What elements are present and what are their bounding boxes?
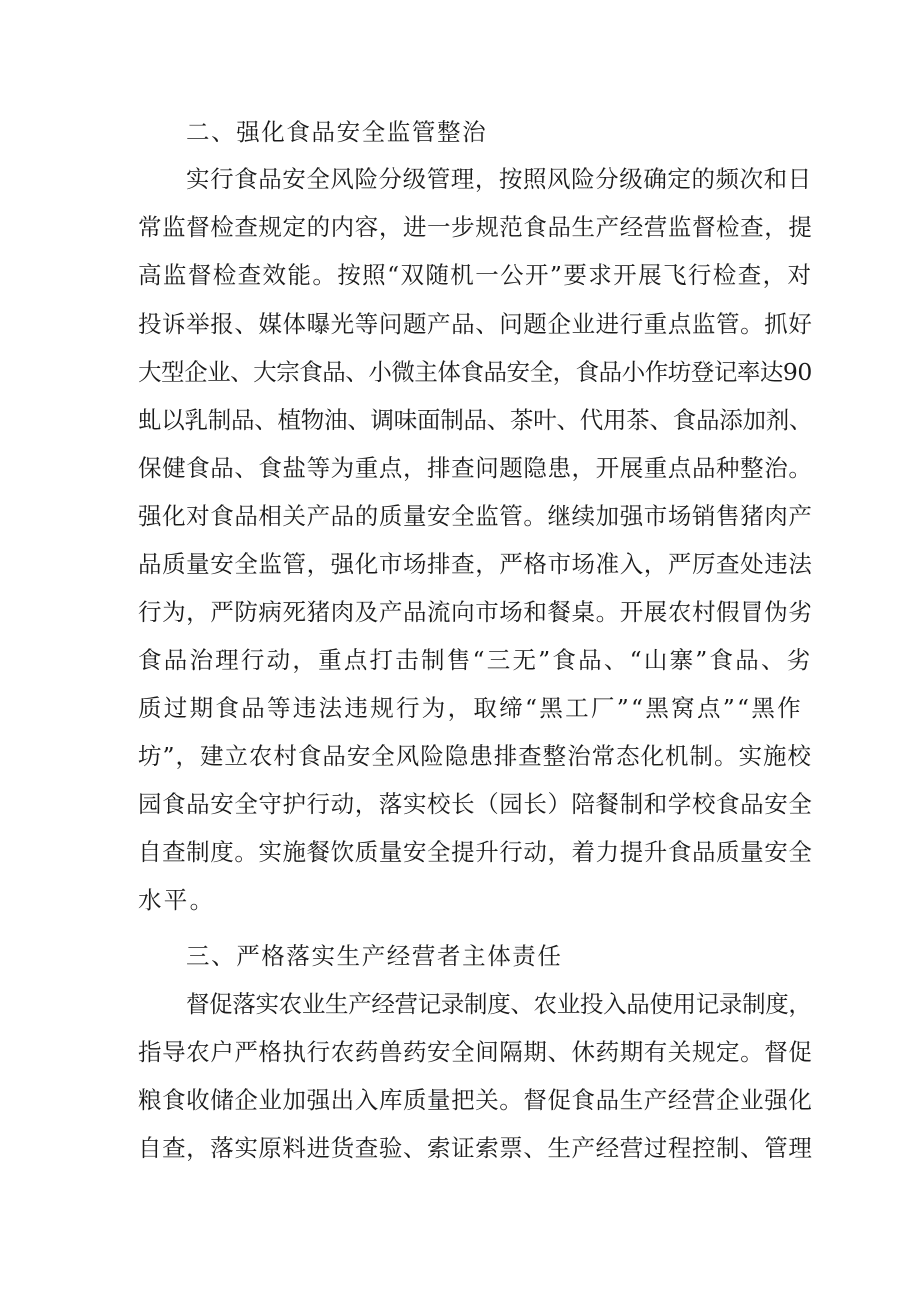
paragraph-line: 自查制度。实施餐饮质量安全提升行动，着力提升食品质量安全 (138, 838, 813, 866)
paragraph-line: 行为，严防病死猪肉及产品流向市场和餐桌。开展农村假冒伪劣 (138, 598, 813, 626)
paragraph-line: 坊”，建立农村食品安全风险隐患排查整治常态化机制。实施校 (138, 742, 812, 770)
paragraph-line: 园食品安全守护行动，落实校长（园长）陪餐制和学校食品安全 (138, 790, 813, 818)
paragraph-line: 指导农户严格执行农药兽药安全间隔期、休药期有关规定。督促 (138, 1038, 813, 1066)
paragraph-line: 质过期食品等违法违规行为，取缔“黑工厂”“黑窝点”“黑作 (138, 694, 803, 722)
paragraph-line: 食品治理行动，重点打击制售“三无”食品、“山寨”食品、劣 (138, 646, 813, 674)
paragraph-line: 粮食收储企业加强出入库质量把关。督促食品生产经营企业强化 (138, 1086, 813, 1114)
paragraph-line: 虬以乳制品、植物油、调味面制品、茶叶、代用茶、食品添加剂、 (138, 406, 813, 434)
paragraph-line: 常监督检查规定的内容，进一步规范食品生产经营监督检查，提 (138, 213, 813, 241)
paragraph-line: 强化对食品相关产品的质量安全监管。继续加强市场销售猪肉产 (138, 502, 813, 530)
paragraph-line: 实行食品安全风险分级管理，按照风险分级确定的频次和日 (186, 165, 812, 193)
paragraph-line: 品质量安全监管，强化市场排查，严格市场准入，严厉查处违法 (138, 550, 813, 578)
paragraph-line: 督促落实农业生产经营记录制度、农业投入品使用记录制度， (186, 990, 812, 1018)
section-heading-2: 二、强化食品安全监管整治 (186, 118, 488, 146)
paragraph-line: 大型企业、大宗食品、小微主体食品安全，食品小作坊登记率达90 (138, 358, 812, 386)
paragraph-line: 自查，落实原料进货查验、索证索票、生产经营过程控制、管理 (138, 1134, 813, 1162)
paragraph-line: 投诉举报、媒体曝光等问题产品、问题企业进行重点监管。抓好 (138, 310, 813, 338)
paragraph-line: 水平。 (138, 886, 216, 914)
paragraph-line: 保健食品、食盐等为重点，排查问题隐患，开展重点品种整治。 (138, 454, 813, 482)
paragraph-line: 高监督检查效能。按照“双随机一公开”要求开展飞行检查，对 (138, 261, 813, 289)
section-heading-3: 三、严格落实生产经营者主体责任 (186, 942, 563, 970)
